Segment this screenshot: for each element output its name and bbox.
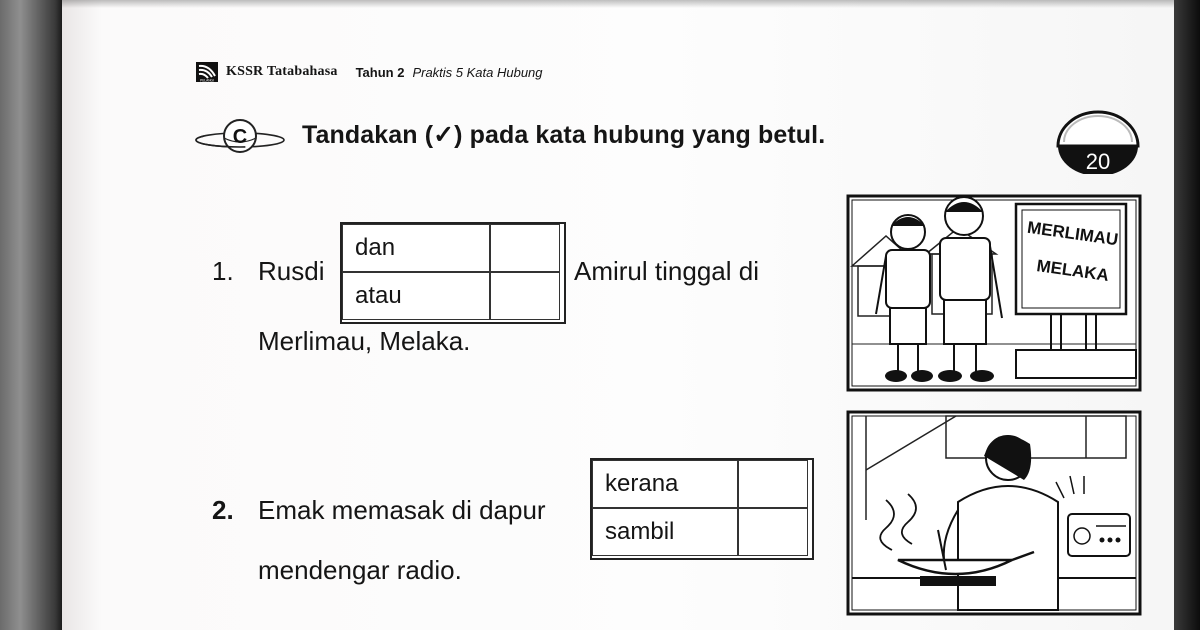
section-badge-icon [194, 116, 286, 158]
page-number: 20 [1085, 149, 1111, 174]
page-top-shadow [62, 0, 1174, 8]
question-2-tick-box-sambil[interactable] [738, 508, 808, 556]
question-2-option-kerana: kerana [592, 460, 738, 508]
question-1-option-atau: atau [342, 272, 490, 320]
question-1-tick-box-dan[interactable] [490, 224, 560, 272]
page-number-badge [1052, 106, 1144, 174]
question-2-before: Emak memasak di dapur [258, 495, 546, 525]
question-1-tick-box-atau[interactable] [490, 272, 560, 320]
illustration-cooking [846, 410, 1142, 616]
publisher-logo-icon [196, 62, 218, 82]
illustration-boys-sign [846, 194, 1142, 392]
logo-label: PELANGI [200, 78, 214, 82]
question-1-continuation: Merlimau, Melaka. [258, 326, 471, 356]
section-letter: C [232, 126, 248, 148]
question-2-tick-box-kerana[interactable] [738, 460, 808, 508]
scan-left-edge [0, 0, 62, 630]
question-1-choice-box [340, 222, 566, 324]
sign-line-2: MELAKA [1035, 256, 1111, 286]
question-1-number: 1. [212, 256, 234, 286]
scan-right-edge [1174, 0, 1200, 630]
question-2-number: 2. [212, 495, 234, 525]
question-2-continuation: mendengar radio. [258, 555, 462, 585]
series-title: KSSR Tatabahasa [226, 64, 338, 79]
question-1-before: Rusdi [258, 256, 325, 286]
question-1-option-dan: dan [342, 224, 490, 272]
question-1-after: Amirul tinggal di [574, 256, 759, 286]
year-label: Tahun 2 [355, 64, 405, 80]
topic-label: Praktis 5 Kata Hubung [412, 64, 543, 80]
question-2-option-sambil: sambil [592, 508, 738, 556]
page-header [196, 60, 543, 84]
instruction-text: Tandakan (✓) pada kata hubung yang betul. [302, 121, 826, 149]
sign-line-1: MERLIMAU [1026, 217, 1120, 250]
question-2-choice-box [590, 458, 814, 560]
